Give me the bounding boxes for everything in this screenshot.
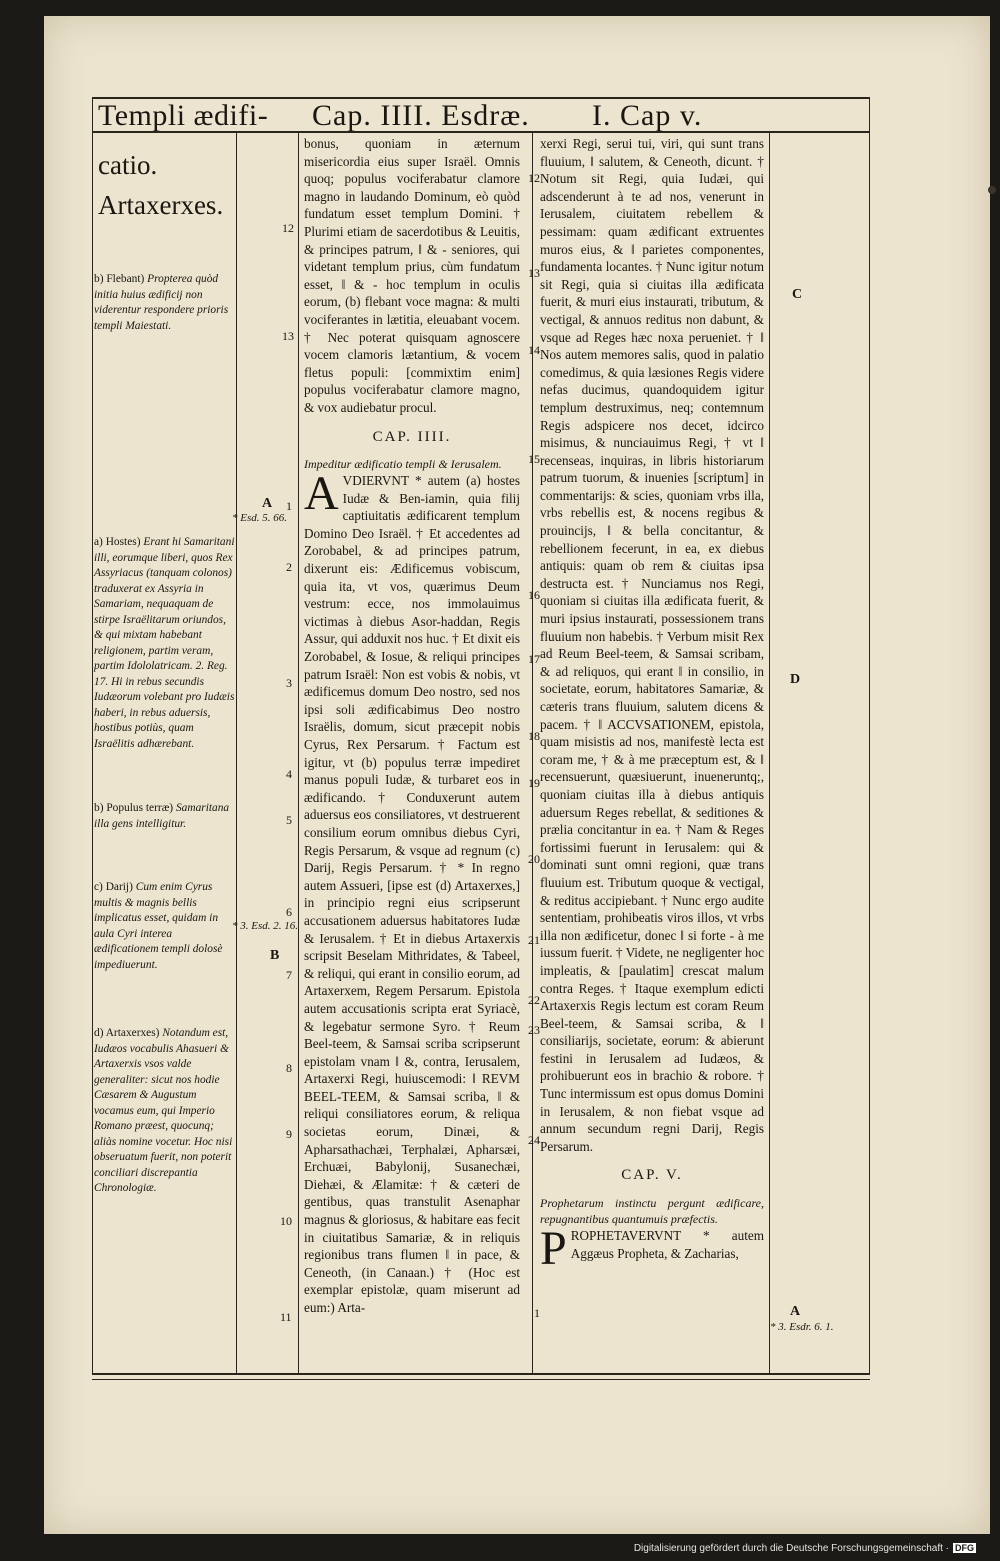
note-b-flebant: [94, 272, 236, 334]
verse-number: 19: [528, 776, 540, 790]
chapter-heading-v: CAP. V.: [621, 1167, 683, 1184]
verse-number: 12: [528, 171, 540, 185]
margin-rule: [236, 131, 237, 1375]
verse-number: 21: [528, 933, 540, 947]
verse-number: 4: [286, 767, 292, 781]
verse-number: 15: [528, 452, 540, 466]
note-lead: a) Hostes): [94, 536, 141, 548]
verse-number: 23: [528, 1023, 540, 1037]
running-head-center: Cap. IIII. Esdræ.: [312, 99, 530, 132]
column-rule-3: [769, 131, 770, 1375]
cross-reference: * Esd. 5. 66.: [232, 512, 287, 524]
column-rule-1: [298, 131, 299, 1375]
column1-top-text: bonus, quoniam in æternum misericordia eius super Israël. Omnis quoq; populus vociferabatur clamore magno in laudando Dominum, eò quòd fundatum esset templum Domini. † Plurimi etiam de sacerdotibus & Leuitis, & principes patrum, ‖ & - seniores, qui videtant templum prius, cùm fundatum esset, ‖ & - hoc templum in oculis eorum, (b) flebant voce magna: & multi vociferantes in lætitia, eleuabant vocem. † Nec poterat quisquam agnoscere vocem clamoris lætantium, & vocem fletus populi: [commixtim enim] populus vociferabatur clamore magno, & vox audiebatur procul.: [304, 136, 520, 415]
note-d-artaxerxes: [94, 1026, 236, 1197]
cross-reference: * 3. Esdr. 6. 1.: [770, 1321, 834, 1333]
verse-number: 16: [528, 588, 540, 602]
outer-rule-left: [92, 97, 93, 1375]
verse-number: 7: [286, 968, 292, 982]
note-text: Samaritana illa gens intelligitur.: [94, 802, 230, 830]
verse-number: 8: [286, 1061, 292, 1075]
dropcap: P: [540, 1222, 567, 1276]
section-letter-c: C: [792, 287, 803, 302]
text-column-2: [540, 135, 764, 1276]
verse-number: 1: [286, 499, 292, 513]
chapter-summary: Impeditur ædificatio templi & Ierusalem.: [304, 457, 502, 472]
note-a-hostes: [94, 535, 236, 752]
verse-number: 5: [286, 813, 292, 827]
dropcap: A: [304, 467, 339, 521]
column1-body: [304, 467, 520, 1317]
verse-number: 13: [282, 329, 294, 343]
column2-body: [540, 1222, 764, 1276]
column2-top-text: xerxi Regi, serui tui, viri, qui sunt trans fluuium, ‖ salutem, & Ceneoth, dicunt. † Notum sit Regi, quia Iudæi, qui adscenderunt à te ad nos, venerunt in Ierusalem, ciuitatem rebellem & pessimam: quam ædificant extruentes muros eius, & ‖ parietes componentes, fundamenta locantes. † Nunc igitur notum sit Regi, quia si ciuitas illa ædificata fuerit, & muri eius instaurati, tributum, & vectigal, & annuos reditus non dabunt, & vsque ad Reges hæc noxa perueniet. † ‖ Nos autem memores salis, quod in palatio comedimus, & quia læsiones Regis videre nefas ducimus, quandoquidem igitur templum destruximus, neq; contemnum Regis adspicere nos decet, idcirco misimus, & nunciauimus Regi, † vt ‖ recenseas, inquiras, in libris historiarum patrum tuorum, & inuenies [scriptum] in commentarijs: & scies, quoniam vrbs illa, vrbs rebellis est, & nocens regibus & prouincijs, ‖ & bella concitantur, & rebellionem fecerunt, in ea, ex diebus antiquis: quam ob rem & ciuitas ipsa destructa est. † Nunciamus nos Regi, quoniam si ciuitas illa ædificata fuerit, & muri ipsius instaurati, possessionem trans fluuium non habebis. † Verbum misit Rex ad Reum Beel-teem, & Samsai scribam, & ad reliquos, qui erant ‖ in consilio, in societate, eorum, habitatores Samariæ, & cæteris trans fluuium, salutem dicens & pacem. † ‖ ACCVSATIONEM, epistola, quam misistis ad nos, manifestè lecta est coram me, † & à me præceptum est, & ‖ recensuerunt, quæsiuerunt, inueneruntq;, quoniam ciuitas illa à diebus antiquis aduersum Reges rebellat, & seditiones & prælia concitantur in ea. † Nam & Reges fortissimi fuerunt in Ierusalem: qui & dominati sunt omni regioni, quæ trans fluuium est. Tributum quoque & vectigal, & reditus accipiebant. † Nunc ergo audite sententiam, prohibeatis viros illos, vt vrbs illa non ædificetur, donec ‖ si forte - à me iussum fuerit. † Videte, ne negligenter hoc impleatis, & [paulatim] crescat malum contra Reges. † Itaque exemplum edicti Artaxerxis Regis lectum est coram Reum Beel-teem, & Samsai scriba, & ‖ consiliarijs, societate, eorum: & abierunt festini in Ierusalem ad Iudæos, & prohibuerunt eos in brachio & robore. † Tunc intermissum est opus domus Domini in Ierusalem, & non fiebat vsque ad annum secundum regni Darij, Regis Persarum.: [540, 136, 764, 1154]
verse-number: 1: [534, 1306, 540, 1320]
verse-number: 6: [286, 905, 292, 919]
verse-number: 20: [528, 852, 540, 866]
verse-number: 3: [286, 676, 292, 690]
note-lead: b) Populus terræ): [94, 802, 174, 814]
running-head-right: I. Cap v.: [592, 99, 703, 132]
chapter-heading-iiii: CAP. IIII.: [372, 428, 452, 445]
note-c-darij: [94, 880, 236, 973]
note-lead: b) Flebant): [94, 273, 145, 285]
section-letter-a2: A: [790, 1304, 801, 1319]
note-text: Notandum est, Iudæos vocabulis Ahasueri & Artaxerxis vsos valde generaliter: sicut nos hodie Cæsarem & Augustum vocamus eum, qui Imperio Romano præest, quocunq; aliàs nomine vocetur. Hoc nisi obseruatum fuerit, non poterit conciliari discrepantia Chronologiæ.: [94, 1027, 233, 1194]
section-letter-a: A: [262, 496, 273, 511]
running-head-left: Templi ædifi-: [98, 99, 269, 132]
verse-number: 12: [282, 221, 294, 235]
header-rule-bottom: [92, 131, 870, 133]
verse-number: 13: [528, 266, 540, 280]
verse-number: 10: [280, 1214, 292, 1228]
section-letter-b: B: [270, 948, 280, 963]
verse-number: 22: [528, 993, 540, 1007]
outer-rule-right: [869, 97, 870, 1375]
verse-number: 14: [528, 343, 540, 357]
verse-number: 2: [286, 560, 292, 574]
text-column-1: [304, 135, 520, 1317]
cross-reference: * 3. Esd. 2. 16.: [232, 920, 298, 932]
verse-number: 17: [528, 652, 540, 666]
verse-number: 9: [286, 1127, 292, 1141]
credit-text: Digitalisierung gefördert durch die Deutsche Forschungsgemeinschaft ·: [633, 1543, 949, 1554]
dfg-logo: DFG: [955, 1543, 974, 1553]
footer-rule-thin: [92, 1379, 870, 1380]
section-letter-d: D: [790, 672, 801, 687]
footer-rule: [92, 1373, 870, 1375]
note-text: Propterea quòd initia huius ædificij non viderentur respondere prioris templi Maiestati.: [94, 273, 229, 332]
note-text: Cum enim Cyrus multis & magnis bellis implicatus esset, quidam in aula Cyri interea ædificationem templi dolosè impediuerunt.: [94, 881, 223, 971]
digitization-credit: [634, 1543, 976, 1554]
chapter-summary: Prophetarum instinctu pergunt ædificare, repugnantibus quantumuis præfectis.: [540, 1196, 764, 1227]
column2-body-text: ROPHETAVERVNT * autem Aggæus Propheta, & Zacharias,: [570, 1228, 764, 1261]
verse-number: 18: [528, 729, 540, 743]
margin-title: catio. Artaxerxes.: [98, 150, 224, 220]
verse-number: 11: [280, 1310, 292, 1324]
verse-number: 24: [528, 1133, 540, 1147]
column1-body-text: VDIERVNT * autem (a) hostes Iudæ & Ben-iamin, quia filij captiuitatis ædificarent templum Domino Deo Israël. † Et accedentes ad Zorobabel, & ad principes patrum, dixerunt eis: Ædificemus vobiscum, quia ita, vt vos, quærimus Deum vestrum: ecce, nos immolauimus victimas à diebus Asor-haddan, Regis Assur, qui adduxit nos huc. † Et dixit eis Zorobabel, & Iosue, & reliqui principes patrum Israël: Non est vobis & nobis, vt ædificemus domum Deo nostro, sed nos ipsi soli ædificabimus Deo nostro Israëlis, domum, sicut præcepit nobis Cyrus, Rex Persarum. † Factum est igitur, vt (b) populus terræ impediret manus populi Iudæ, & turbaret eos in ædificando. † Conduxerunt autem aduersus eos consiliatores, vt destruerent consilium eorum omnibus diebus Cyri, Regis Persarum, & vsque ad regnum (c) Darij, Regis Persarum. † * In regno autem Assueri, [ipse est (d) Artaxerxes,] in principio regni eius scripserunt accusationem aduersus habitatores Iudæ & Ierusalem. † Et in diebus Artaxerxis scripsit Beselam Mithridates, & Tabeel, & reliqui, qui erant in consilio eorum, ad Artaxerxem, Regem Persarum. Epistola autem accusationis scripta erat Syriacè, & legebatur sermone Syro. † Reum Beel-teem, & Samsai scriba scripserunt epistolam vnam ‖ &, contra, Ierusalem, Artaxerxi Regi, huiuscemodi: ‖ REVM BEEL-TEEM, & Samsai scriba, ‖ & reliqui consiliatores eorum, & reliqua societas eorum, Dinæi, & Apharsathachæi, Terphalæi, Apharsæi, Erchuæi, Babylonij, Susanechæi, Diehæi, & Ælamitæ: † & cæteri de gentibus, quas transtulit Asenaphar magnus & gloriosus, & habitare eas fecit in ciuitatibus Samariæ, & in reliquis regionibus trans flumen ‖ in pace, & Ceneoth, (in Canaan.) † (Hoc est exemplar epistolæ, quam miserunt ad eum:) Arta-: [304, 473, 520, 1315]
note-text: Erant hi Samaritani illi, eorumque liberi, quos Rex Assyriacus (tanquam colonos) traduxerat ex Assyria in Samariam, nequaquam de stirpe Israëlitarum oriundos, & qui mixtam habebant religionem, partim veram, partim Idololatricam. 2. Reg. 17. Hi in rebus secundis Iudæorum volebant pro Iudæis haberi, in rebus aduersis, hostibus potiùs, quam Israëlitis adhærebant.: [94, 536, 235, 750]
note-b-populus: [94, 801, 236, 832]
binding-mark: [988, 186, 996, 194]
note-lead: d) Artaxerxes): [94, 1027, 160, 1039]
column-rule-2: [532, 131, 533, 1375]
note-lead: c) Darij): [94, 881, 133, 893]
